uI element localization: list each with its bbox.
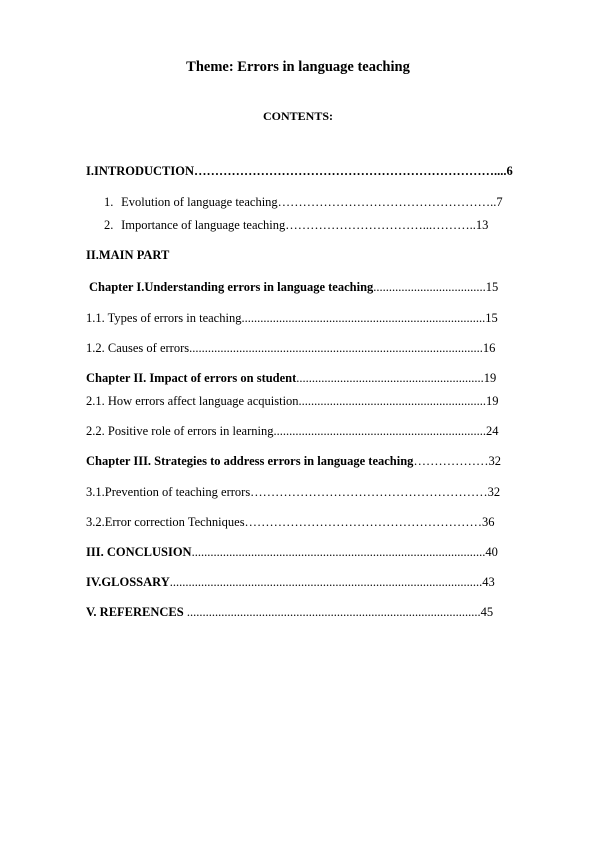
toc-entry-number: 2. [104, 218, 114, 232]
toc-entry-introduction: I.INTRODUCTION………………………………………………………………....6 [86, 164, 513, 178]
toc-entry-number: 1. [104, 195, 114, 209]
toc-entry-3-2: 3.2.Error correction Techniques…………………………………………………36 [86, 515, 495, 529]
toc-entry-chapter-1 [89, 280, 498, 295]
toc-entry-main-part: II.MAIN PART [86, 248, 170, 262]
toc-entry-leader: ....................................................................................................43 [169, 575, 495, 589]
toc-entry-chapter-2 [86, 371, 496, 386]
toc-entry-label: V. REFERENCES [86, 605, 184, 619]
toc-entry-label: IV.GLOSSARY [86, 575, 170, 589]
toc-entry-conclusion [86, 545, 498, 560]
toc-entry-label: Chapter II. Impact of errors on student [86, 371, 297, 385]
toc-entry-3-1: 3.1.Prevention of teaching errors…………………………………………………32 [86, 485, 501, 499]
toc-entry-2-2: 2.2. Positive role of errors in learning....................................................................24 [86, 424, 499, 438]
contents-heading: CONTENTS: [262, 109, 333, 123]
toc-entry-leader: ..............................................................................................40 [191, 545, 498, 559]
toc-entry-leader: ....................................15 [373, 280, 499, 294]
toc-entry-leader: ............................................................19 [296, 371, 497, 385]
toc-entry-importance [104, 218, 488, 233]
toc-entry-1-1: 1.1. Types of errors in teaching..............................................................................15 [86, 311, 498, 325]
toc-entry-glossary [86, 575, 495, 590]
toc-entry-2-1: 2.1. How errors affect language acquistion............................................................19 [86, 394, 499, 408]
toc-entry-label: III. CONCLUSION [86, 545, 192, 559]
toc-entry-leader: ..............................................................................................45 [183, 605, 494, 619]
toc-entry-leader: ………………32 [413, 454, 501, 468]
toc-entry-evolution [104, 195, 503, 210]
toc-entry-1-2: 1.2. Causes of errors..............................................................................................16 [86, 341, 496, 355]
toc-entry-label: Chapter III. Strategies to address errors in language teaching [86, 454, 414, 468]
toc-entry-references [86, 605, 493, 620]
toc-entry-chapter-3 [86, 454, 501, 469]
toc-entry-label: Importance of language teaching……………………………...………..13 [121, 218, 489, 232]
toc-entry-label: Evolution of language teaching……………………………………………..7 [121, 195, 503, 209]
toc-entry-label: Chapter I.Understanding errors in language teaching [89, 280, 374, 294]
document-title: Theme: Errors in language teaching [186, 59, 410, 75]
